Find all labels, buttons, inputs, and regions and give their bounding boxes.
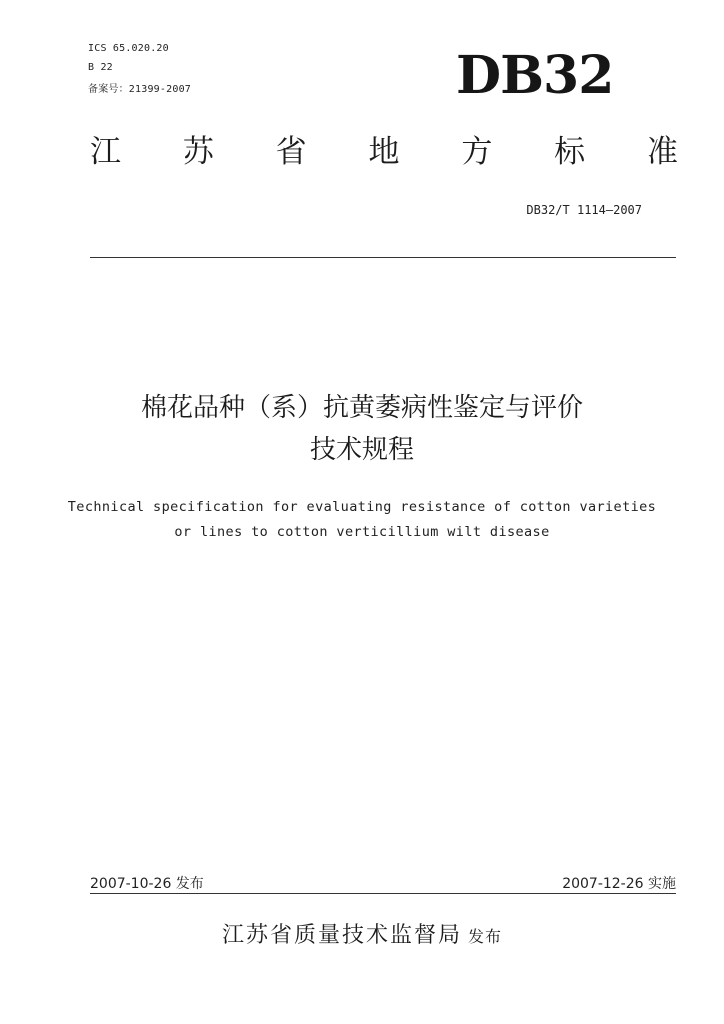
publisher-suffix: 发布 — [468, 927, 503, 946]
standard-number: DB32/T 1114—2007 — [526, 203, 642, 217]
english-title-line-1: Technical specification for evaluating resistance of cotton varieties — [67, 499, 657, 515]
standard-type-char: 准 — [646, 134, 678, 170]
ics-code: ICS 65.020.20 — [88, 43, 169, 54]
chinese-title-line-1: 棉花品种（系）抗黄萎病性鉴定与评价 — [140, 393, 583, 423]
classification-code: B 22 — [88, 62, 113, 73]
publisher-name: 江苏省质量技术监督局 — [221, 923, 462, 948]
chinese-title-line-2: 技术规程 — [309, 435, 414, 465]
standard-type-char: 江 — [90, 134, 121, 170]
standard-type-char: 地 — [368, 134, 400, 170]
implementation-date: 2007-12-26 实施 — [562, 876, 676, 892]
bottom-divider — [90, 893, 676, 894]
standard-type-char: 方 — [461, 134, 493, 170]
standard-type-heading — [90, 134, 678, 171]
top-divider — [90, 257, 676, 258]
standard-type-char: 标 — [554, 134, 586, 170]
standard-type-char: 省 — [275, 134, 307, 170]
record-number: 备案号：21399-2007 — [88, 84, 192, 95]
issue-date: 2007-10-26 发布 — [90, 876, 204, 892]
publisher-line — [0, 918, 724, 949]
db32-logo: DB32 — [456, 45, 614, 106]
english-title-line-2: or lines to cotton verticillium wilt disease — [174, 524, 550, 540]
standard-type-char: 苏 — [182, 134, 214, 170]
